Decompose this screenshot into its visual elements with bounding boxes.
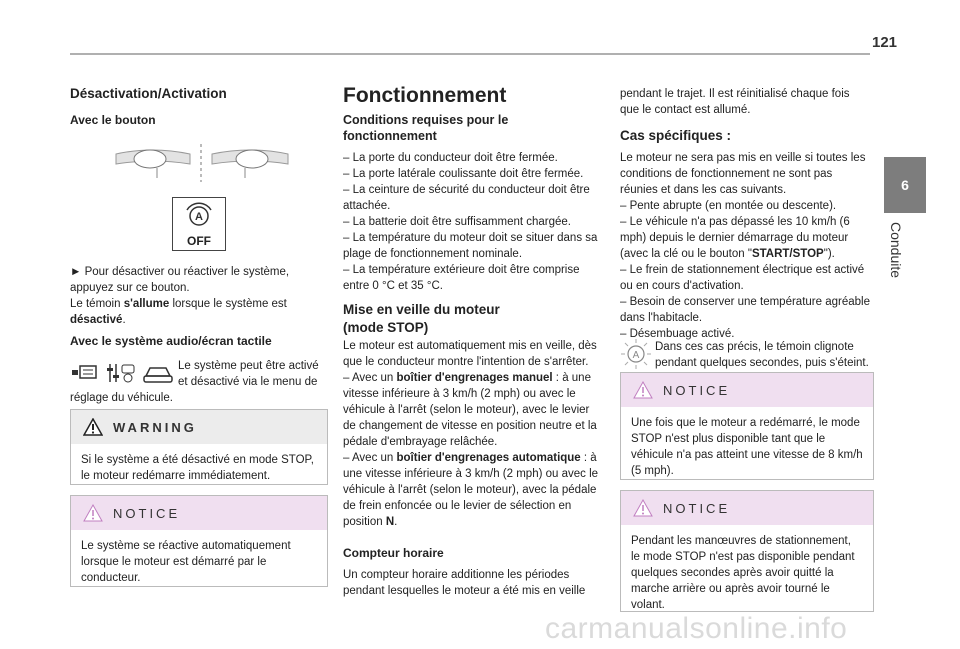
notice-icon xyxy=(83,504,103,522)
warning-icon xyxy=(83,418,103,436)
counter-text: Un compteur horaire additionne les périodes pendant lesquelles le moteur a été mis en veille xyxy=(343,569,586,597)
indicator-text: Le témoin s'allume lorsque le système est xyxy=(70,298,287,310)
specific-intro: Le moteur ne sera pas mis en veille si toutes les conditions de fonctionnement ne sont pas réunies et dans les cas suivants. xyxy=(620,152,866,196)
blink-text xyxy=(655,339,870,371)
notice-title: NOTICE xyxy=(663,500,731,516)
notice-title: NOTICE xyxy=(663,382,731,398)
audio-line: et désactivé via le menu de xyxy=(178,376,318,388)
section-heading: Désactivation/Activation xyxy=(70,86,227,101)
notice-text: Pendant les manœuvres de stationnement, le mode STOP n'est pas disponible pendant quelques secondes après avoir quitté la marche arrière ou après avoir tourné le volant. xyxy=(631,535,855,611)
notice-title: NOTICE xyxy=(113,505,181,521)
specific-heading: Cas spécifiques : xyxy=(620,128,732,143)
blink-line: pendant quelques secondes, puis s'éteint. xyxy=(655,357,869,369)
case-item: – Le véhicule n'a pas dépassé les 10 km/h (6 mph) depuis le dernier démarrage du moteur (avec la clé ou le bouton "START/STOP"). xyxy=(620,216,850,260)
case-item: – Pente abrupte (en montée ou descente). xyxy=(620,200,837,212)
notice-header xyxy=(71,496,327,530)
header-rule xyxy=(70,53,870,55)
manual-gearbox-item: – Avec un boîtier d'engrenages manuel : à une vitesse inférieure à 3 km/h (2 mph) ou avec le véhicule à l'arrêt (selon le moteur), avec le levier de changement de vitesse en position neutre et la pédale d'embrayage relâchée. xyxy=(343,372,597,448)
subheading-audio: Avec le système audio/écran tactile xyxy=(70,334,272,348)
notice-header xyxy=(621,373,873,407)
svg-text:A: A xyxy=(195,211,203,223)
chapter-tab[interactable]: 6 xyxy=(884,157,926,213)
chapter-title: Conduite xyxy=(888,222,904,279)
case-item: – Le frein de stationnement électrique est activé ou en cours d'activation. xyxy=(620,264,865,292)
warning-title: WARNING xyxy=(113,419,197,435)
blinking-a-icon xyxy=(620,338,652,370)
notice-text: Une fois que le moteur a redémarré, le mode STOP n'est plus disponible tant que le véhicule n'a pas atteint une vitesse de 8 km/h (5 mph). xyxy=(631,417,863,477)
svg-text:A: A xyxy=(632,350,640,361)
case-item: – Besoin de conserver une température agréable dans l'habitacle. xyxy=(620,296,870,324)
stop-start-off-button[interactable] xyxy=(172,197,226,251)
condition-item: – La batterie doit être suffisamment chargée. xyxy=(343,216,572,228)
watermark: carmanualsonline.info xyxy=(545,612,848,645)
stop-heading: Mise en veille du moteur (mode STOP) xyxy=(343,302,500,335)
stop-text xyxy=(343,338,603,530)
condition-item: – La porte latérale coulissante doit être fermée. xyxy=(343,168,584,180)
warning-header xyxy=(71,410,327,444)
notice-box-restart xyxy=(620,372,874,480)
condition-item: – La ceinture de sécurité du conducteur doit être attachée. xyxy=(343,184,590,212)
notice-icon xyxy=(633,499,653,517)
case-item: – Désembuage activé. xyxy=(620,328,735,340)
warning-box xyxy=(70,409,328,485)
conditions-heading: Conditions requises pour le fonctionnement xyxy=(343,113,509,143)
subheading-button: Avec le bouton xyxy=(70,113,156,127)
off-label: OFF xyxy=(187,234,211,248)
off-instructions xyxy=(70,264,330,328)
audio-line: Le système peut être activé xyxy=(178,360,319,372)
notice-text: Le système se réactive automatiquement lorsque le moteur est démarré par le conducteur. xyxy=(81,540,291,584)
auto-gearbox-item: – Avec un boîtier d'engrenages automatique : à une vitesse inférieure à 3 km/h (2 mph) ou avec le véhicule à l'arrêt (selon le moteur), avec la pédale de frein enfoncée ou le levier de sélection en position N. xyxy=(343,452,599,528)
condition-item: – La température extérieure doit être comprise entre 0 °C et 35 °C. xyxy=(343,264,580,292)
main-heading: Fonctionnement xyxy=(343,84,507,107)
indicator-text-end: désactivé. xyxy=(70,314,126,326)
audio-text-end: réglage du véhicule. xyxy=(70,392,173,404)
conditions-list xyxy=(343,150,603,294)
steering-wheel-illustration xyxy=(112,142,290,186)
condition-item: – La porte du conducteur doit être fermée. xyxy=(343,152,558,164)
page-number: 121 xyxy=(872,34,898,51)
condition-item: – La température du moteur doit se situer dans sa plage de fonctionnement nominale. xyxy=(343,232,598,260)
notice-box xyxy=(70,495,328,587)
touchscreen-icons xyxy=(70,362,174,384)
audio-text xyxy=(178,358,328,390)
instruction-line: appuyez sur ce bouton. xyxy=(70,282,190,294)
notice-box-parking xyxy=(620,490,874,612)
warning-text: Si le système a été désactivé en mode STOP, le moteur redémarre immédiatement. xyxy=(81,454,314,482)
notice-header xyxy=(621,491,873,525)
specific-list xyxy=(620,150,870,342)
stop-intro: Le moteur est automatiquement mis en veille, dès que le conducteur montre l'intention de s'arrêter. xyxy=(343,340,597,368)
continuation-text: pendant le trajet. Il est réinitialisé chaque fois que le contact est allumé. xyxy=(620,88,850,116)
blink-line: Dans ces cas précis, le témoin clignote xyxy=(655,341,854,353)
instruction-line: ► Pour désactiver ou réactiver le système, xyxy=(70,266,290,278)
counter-heading: Compteur horaire xyxy=(343,546,444,560)
notice-icon xyxy=(633,381,653,399)
auto-a-icon xyxy=(173,198,225,232)
